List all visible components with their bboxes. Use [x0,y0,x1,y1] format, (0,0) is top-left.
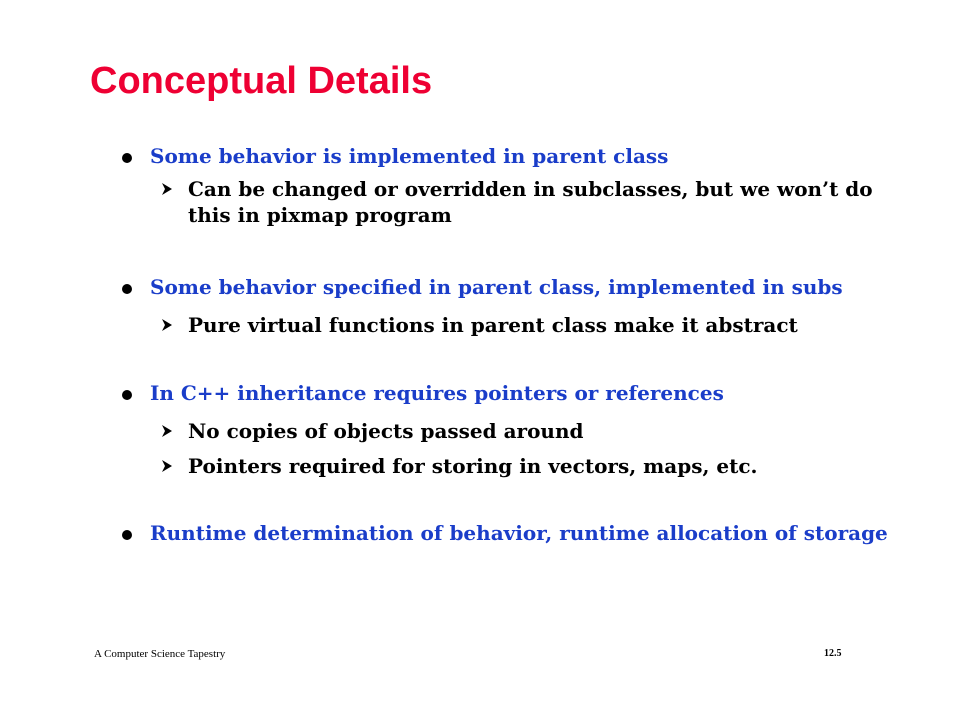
sub-bullet-item-2-1: Pure virtual functions in parent class make it abstract [188,313,798,337]
bullet-dot-icon [122,153,132,163]
sub-bullet-item-1-1: Can be changed or overridden in subclasses, but we won’t do this in pixmap program [188,177,873,227]
sub-bullet-item-3-1: No copies of objects passed around [188,419,584,443]
arrowhead-icon [160,318,174,332]
slide-title: Conceptual Details [90,60,433,102]
bullet-dot-icon [122,284,132,294]
sub-bullet-item-3-2: Pointers required for storing in vectors, maps, etc. [188,454,758,478]
arrowhead-icon [160,459,174,473]
arrowhead-icon [160,424,174,438]
bullet-dot-icon [122,390,132,400]
bullet-item-3: In C++ inheritance requires pointers or references [150,381,724,405]
bullet-item-1: Some behavior is implemented in parent class [150,144,669,168]
slide-number: 12.5 [824,648,842,659]
bullet-dot-icon [122,530,132,540]
bullet-item-4: Runtime determination of behavior, runtime allocation of storage [150,521,888,545]
bullet-item-2: Some behavior specified in parent class, implemented in subs [150,275,843,299]
arrowhead-icon [160,182,174,196]
footer-source: A Computer Science Tapestry [94,648,226,660]
